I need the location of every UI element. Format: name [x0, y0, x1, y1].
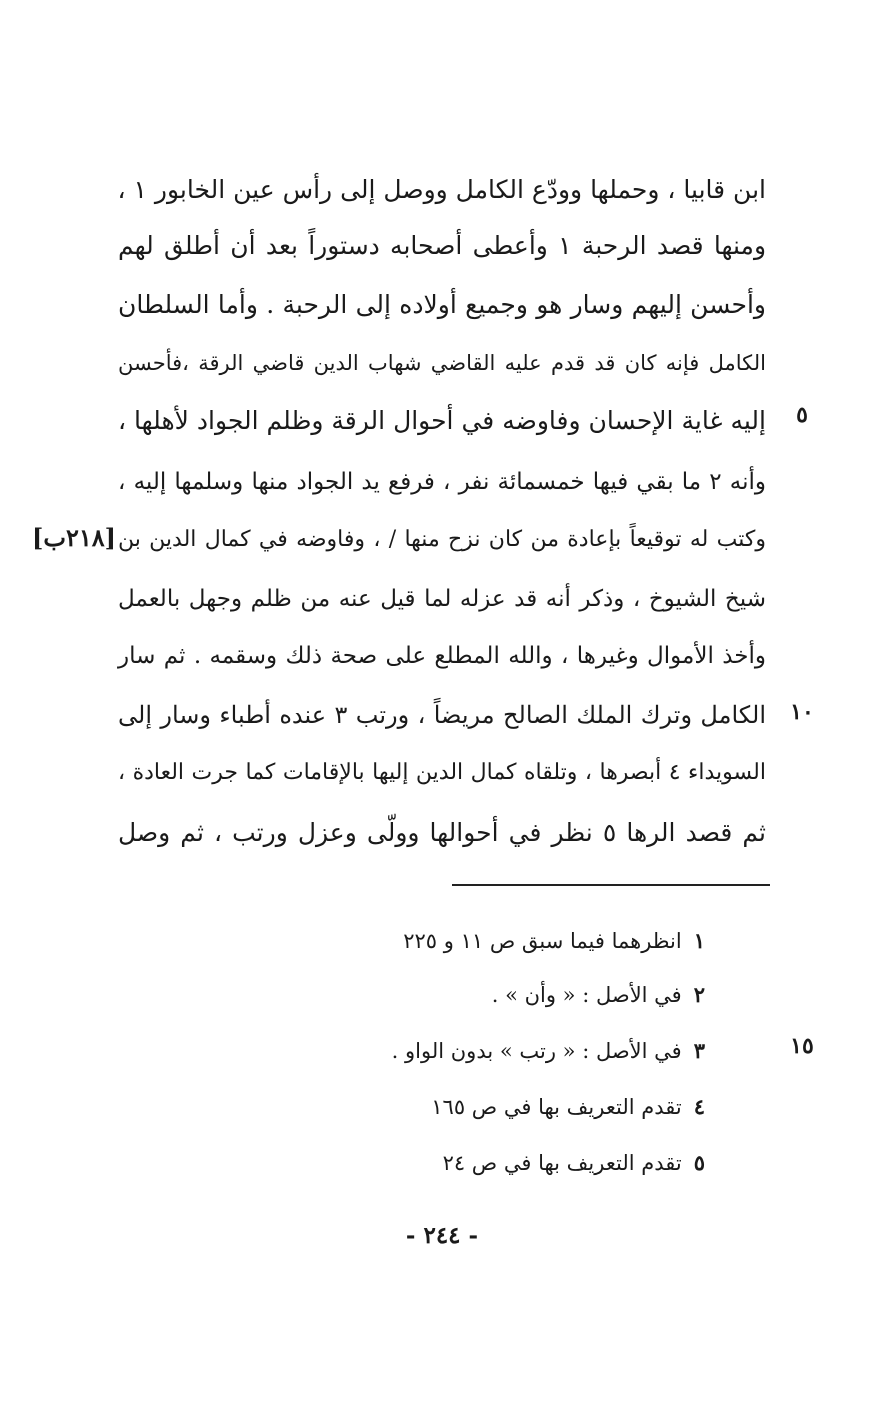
text-line-4: الكامل فإنه كان قد قدم عليه القاضي شهاب الدين قاضي الرقة ،فأحسن: [118, 351, 766, 375]
footnote-number: ٤: [693, 1094, 705, 1119]
footnote-text: تقدم التعريف بها في ص ١٦٥: [431, 1095, 682, 1119]
text-line-1: ابن قابيا ، وحملها وودّع الكامل ووصل إلى رأس عين الخابور ١ ،: [117, 175, 766, 204]
footnote-5: [443, 1140, 705, 1186]
footnote-2: [492, 972, 705, 1018]
text-line-10: الكامل وترك الملك الصالح مريضاً ، ورتب ٣ عنده أطباء وسار إلى: [118, 701, 766, 729]
footnote-3: [392, 1028, 705, 1074]
text-line-3: وأحسن إليهم وسار هو وجميع أولاده إلى الرحبة . وأما السلطان: [118, 290, 766, 319]
line-number-10: ١٠: [790, 699, 814, 725]
folio-marker: [٢١٨ب]: [32, 523, 116, 552]
text-line-7: وكتب له توقيعاً بإعادة من كان نزح منها / ، وفاوضه في كمال الدين بن: [118, 527, 766, 552]
footnote-number: ٥: [693, 1150, 705, 1175]
line-number-5: ٥: [796, 402, 808, 428]
footnote-text: انظرهما فيما سبق ص ١١ و ٢٢٥: [403, 929, 682, 953]
footnote-number: ٢: [693, 982, 705, 1007]
footnote-4: [431, 1084, 705, 1130]
footnote-number: ١: [693, 928, 705, 953]
footnote-divider: [452, 884, 770, 886]
text-line-6: وأنه ٢ ما بقي فيها خمسمائة نفر ، فرفع يد الجواد منها وسلمها إليه ،: [118, 469, 767, 495]
text-line-9: وأخذ الأموال وغيرها ، والله المطلع على صحة ذلك وسقمه . ثم سار: [118, 643, 766, 669]
text-line-11: السويداء ٤ أبصرها ، وتلقاه كمال الدين إليها بالإقامات كما جرت العادة ،: [118, 760, 766, 785]
footnote-text: في الأصل : « رتب » بدون الواو .: [391, 1039, 682, 1063]
text-line-2: ومنها قصد الرحبة ١ وأعطى أصحابه دستوراً بعد أن أطلق لهم: [118, 231, 767, 260]
footnote-text: تقدم التعريف بها في ص ٢٤: [442, 1151, 682, 1175]
text-line-8: شيخ الشيوخ ، وذكر أنه قد عزله لما قيل عنه من ظلم وجهل بالعمل: [118, 586, 766, 612]
page-number: - ٢٤٤ -: [405, 1222, 479, 1249]
line-number-15: ١٥: [790, 1033, 814, 1059]
text-line-5: إليه غاية الإحسان وفاوضه في أحوال الرقة وظلم الجواد لأهلها ،: [118, 406, 766, 435]
footnote-1: [403, 918, 705, 964]
footnote-number: ٣: [693, 1038, 705, 1063]
footnote-text: في الأصل : « وأن » .: [491, 983, 682, 1007]
text-line-12: ثم قصد الرها ٥ نظر في أحوالها وولّى وعزل ورتب ، ثم وصل: [118, 818, 766, 847]
